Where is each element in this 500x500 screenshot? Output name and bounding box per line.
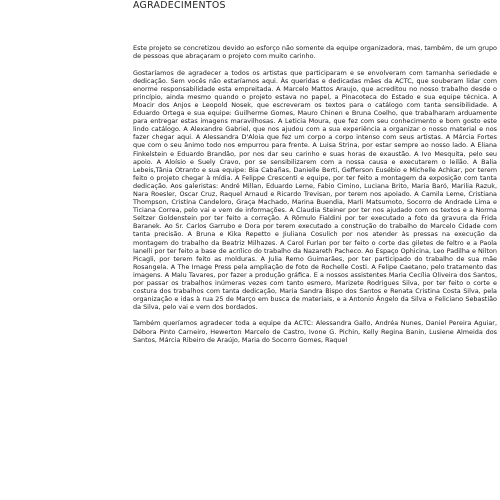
team-paragraph: Também queríamos agradecer toda a equipe da ACTC: Alessandra Gallo, Andréa Nunes, Daniel Pereira Aguiar, Débora Pinto Carneiro, Hewerton Marcelo de Castro, Ivone G. Pichin, Kelly Regina Banin, Lusiene Almeida dos Santos, Márcia Ribeiro de Araújo, Maria do Socorro Gomes, Raquel bbox=[133, 319, 497, 344]
page-title: AGRADECIMENTOS bbox=[133, 0, 226, 11]
document-body bbox=[133, 44, 497, 352]
intro-paragraph: Este projeto se concretizou devido ao esforço não somente da equipe organizadora, mas, também, de um grupo de pessoas que abraçaram o projeto com muito carinho. bbox=[133, 44, 497, 61]
acknowledgements-paragraph: Gostaríamos de agradecer a todos os artistas que participaram e se envolveram com tamanha seriedade e dedicação. Sem vocês não estaríamos aqui. Às queridas e dedicadas mães da ACTC, que souberam lidar com enorme responsabilidade esta empreitada. A Marcelo Mattos Araujo, que acreditou no nosso trabalho desde o princípio, ainda mesmo quando o projeto estava no papel, a Pinacoteca do Estado e sua equipe técnica. A Moacir dos Anjos e Leopold Nosek, que escreveram os textos para o catálogo com tanta sensibilidade. A Eduardo Ortega e sua equipe: Guilherme Gomes, Mauro Chinen e Bruna Coelho, que trabalharam arduamente para entregar estas imagens maravilhosas. A Leticia Moura, que fez com seu conhecimento e bom gosto este lindo catálogo. A Alexandre Gabriel, que nos ajudou com a sua experiência a organizar o nosso material e nos fazer chegar aqui. A Alessandra D'Aloia que fez um corpo a corpo intenso com seus artistas. A Márcia Fortes que com o seu ânimo todo nos empurrou para frente. A Luisa Strina, por estar sempre ao nosso lado. A Eliana Finkelstein e Eduardo Brandão, por nos dar seu carinho e suas horas de exaustão. A Ivo Mesquita, pelo seu apoio. A Aloísio e Suely Cravo, por se sensibilizarem com a nossa causa e executarem o leilão. A Balia Lebeis,Tânia Otranto e sua equipe: Bia Cabañas, Danielle Berti, Gefferson Eusébio e Michelle Achkar, por terem feito o projeto chegar à mídia. A Felippe Crescenti e equipe, por ter feito a montagem da exposição com tanta dedicação. Aos galeristas: André Millan, Eduardo Leme, Fabio Cimino, Luciana Brito, Maria Baró, Marilia Razuk, Nara Roesler, Oscar Cruz, Raquel Arnaud e Ricardo Trevisan, por terem nos apoiado. A Camila Leme, Cristiana Thompson, Cristina Candeloro, Graça Machado, Marina Buendia, Marli Matsumoto, Socorro de Andrade Lima e Ticiana Correa, pelo vai e vem de informações. A Claudia Steiner por ter nos ajudado com os textos e a Norma Seltzer Goldenstein por ter feito a correção. A Rômulo Fialdini por ter executado a foto da gravura da Frida Baranek. Ao Sr. Carlos Garrubo e Dora por terem executado a construção do trabalho do Marcelo Cidade com tanta precisão. A Bruna e Kika Repetto e Jiuliana Cosulich por nos atender às pressas na execução da montagem do trabalho da Beatriz Milhazes. A Carol Furlan por ter feito o corte das giletes de feltro e a Paola Ianelli por ter feito a base de acrílico do trabalho da Nazareth Pacheco. Ao Espaço Ophicina, Leo Padilha e Nilton Picagli, por terem feito as molduras. A Julia Remo Guimarães, por ter participado do trabalho de sua mãe Rosangela. A The Image Press pela ampliação de foto de Rochelle Costi. A Felipe Caetano, pelo tratamento das imagens. A Malu Tavares, por fazer a produção gráfica. E a nossos assistentes Maria Cecília Oliveira dos Santos, por passar os trabalhos inúmeras vezes com tanto esmero, Marizete Rodrigues Silva, por ter feito o corte e costura dos trabalhos com tanta dedicação, Maria Sandra Bispo dos Santos e Renata Cristina Costa Silva, pela organização e idas à rua 25 de Março em busca de materiais, e a Antonio Ângelo da Silva e Feliciano Sebastião da Silva, pelo vai e vem dos bordados. bbox=[133, 68, 497, 312]
